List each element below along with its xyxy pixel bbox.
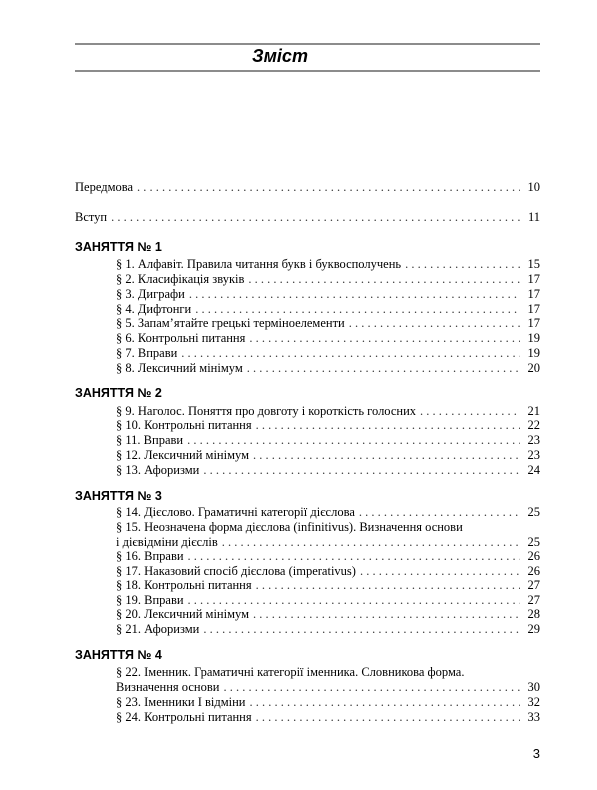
toc-entry-page: 19 <box>527 331 540 345</box>
toc-entry-page: 22 <box>527 418 540 432</box>
toc-leader-dots <box>248 272 520 286</box>
toc-entry-page: 21 <box>527 404 540 418</box>
toc-leader-dots <box>253 448 520 462</box>
lesson-heading: ЗАНЯТТЯ № 1 <box>75 240 162 254</box>
toc-entry-page: 17 <box>527 272 540 286</box>
toc-leader-dots <box>253 607 520 621</box>
toc-entry[interactable] <box>116 346 540 360</box>
toc-entry-page: 15 <box>527 257 540 271</box>
toc-leader-dots <box>256 710 520 724</box>
toc-entry[interactable] <box>116 463 540 477</box>
toc-entry-multiline[interactable] <box>116 665 540 694</box>
toc-entry-page: 27 <box>527 593 540 607</box>
toc-entry[interactable] <box>116 607 540 621</box>
toc-entry[interactable] <box>116 287 540 301</box>
toc-entry-text: § 1. Алфавіт. Правила читання букв і буквосполучень <box>116 257 402 271</box>
toc-entry[interactable] <box>116 549 540 563</box>
toc-entry-text: § 5. Запам’ятайте грецькі терміноелементи <box>116 316 345 330</box>
toc-entry-page: 10 <box>527 180 540 194</box>
toc-entry-text-continued: і дієвідміни дієслів <box>116 535 218 549</box>
toc-entry-text: § 7. Вправи <box>116 346 178 360</box>
toc-entry[interactable] <box>116 316 540 330</box>
toc-leader-dots <box>188 593 520 607</box>
toc-entry-text: § 14. Дієслово. Граматичні категорії дієслова <box>116 505 355 519</box>
toc-entry-page: 17 <box>527 287 540 301</box>
toc-entry[interactable] <box>116 433 540 447</box>
toc-entry[interactable] <box>116 578 540 592</box>
toc-entry[interactable] <box>116 257 540 271</box>
toc-entry-text: § 19. Вправи <box>116 593 184 607</box>
toc-leader-dots <box>250 695 521 709</box>
toc-entry-text-continued: Визначення основи <box>116 680 220 694</box>
toc-leader-dots <box>359 505 520 519</box>
toc-leader-dots <box>189 287 520 301</box>
toc-entry-text: § 18. Контрольні питання <box>116 578 252 592</box>
toc-entry-text: Вступ <box>75 210 108 224</box>
toc-entry-text: § 16. Вправи <box>116 549 184 563</box>
toc-entry[interactable] <box>116 710 540 724</box>
toc-entry-page: 11 <box>527 210 540 224</box>
toc-leader-dots <box>223 680 520 694</box>
toc-entry[interactable] <box>116 695 540 709</box>
toc-leader-dots <box>247 361 520 375</box>
toc-entry-text: § 11. Вправи <box>116 433 184 447</box>
toc-entry[interactable] <box>116 505 540 519</box>
toc-entry-page: 17 <box>527 316 540 330</box>
toc-entry-text: § 2. Класифікація звуків <box>116 272 245 286</box>
toc-entry-page: 33 <box>527 710 540 724</box>
toc-leader-dots <box>203 463 520 477</box>
toc-entry-page: 17 <box>527 302 540 316</box>
toc-entry[interactable] <box>116 331 540 345</box>
toc-entry-page: 19 <box>527 346 540 360</box>
toc-entry-text: § 13. Афоризми <box>116 463 200 477</box>
toc-entry-text: § 23. Іменники І відміни <box>116 695 246 709</box>
page-number: 3 <box>532 746 540 761</box>
lesson-heading: ЗАНЯТТЯ № 4 <box>75 648 162 662</box>
toc-entry[interactable] <box>116 418 540 432</box>
toc-leader-dots <box>181 346 520 360</box>
toc-leader-dots <box>187 433 520 447</box>
toc-entry-text: § 24. Контрольні питання <box>116 710 252 724</box>
toc-leader-dots <box>222 535 520 549</box>
toc-entry-text: § 3. Диграфи <box>116 287 185 301</box>
toc-entry-introduction[interactable] <box>75 210 540 224</box>
toc-entry[interactable] <box>116 593 540 607</box>
toc-leader-dots <box>256 578 520 592</box>
toc-entry-page: 23 <box>527 433 540 447</box>
toc-leader-dots <box>420 404 520 418</box>
toc-entry[interactable] <box>116 272 540 286</box>
toc-entry-page: 23 <box>527 448 540 462</box>
lesson-heading: ЗАНЯТТЯ № 2 <box>75 386 162 400</box>
toc-entry[interactable] <box>116 361 540 375</box>
toc-leader-dots <box>360 564 520 578</box>
toc-entry-text: § 10. Контрольні питання <box>116 418 252 432</box>
toc-entry-text: § 22. Іменник. Граматичні категорії іменника. Словникова форма. <box>116 665 465 679</box>
header-rule-bottom <box>75 70 540 72</box>
toc-entry-page: 32 <box>527 695 540 709</box>
toc-entry-page: 20 <box>527 361 540 375</box>
toc-entry[interactable] <box>116 564 540 578</box>
toc-leader-dots <box>405 257 520 271</box>
toc-entry-text: § 21. Афоризми <box>116 622 200 636</box>
toc-entry[interactable] <box>116 302 540 316</box>
toc-entry-text: § 6. Контрольні питання <box>116 331 246 345</box>
toc-leader-dots <box>188 549 520 563</box>
toc-entry-text: § 4. Дифтонги <box>116 302 192 316</box>
toc-entry-text: § 17. Наказовий спосіб дієслова (imperativus) <box>116 564 356 578</box>
toc-entry-page: 25 <box>527 505 540 519</box>
toc-leader-dots <box>249 331 520 345</box>
toc-leader-dots <box>203 622 520 636</box>
toc-leader-dots <box>349 316 520 330</box>
toc-leader-dots <box>137 180 520 194</box>
toc-entry-text: § 15. Неозначена форма дієслова (infinitivus). Визначення основи <box>116 520 463 534</box>
toc-entry-multiline[interactable] <box>116 520 540 549</box>
toc-leader-dots <box>195 302 520 316</box>
toc-entry-text: Передмова <box>75 180 134 194</box>
toc-entry-text: § 9. Наголос. Поняття про довготу і короткість голосних <box>116 404 417 418</box>
toc-entry-text: § 8. Лексичний мінімум <box>116 361 243 375</box>
toc-entry[interactable] <box>116 404 540 418</box>
toc-entry[interactable] <box>116 448 540 462</box>
toc-entry-page: 29 <box>527 622 540 636</box>
toc-entry-page: 25 <box>527 535 540 549</box>
toc-entry-page: 27 <box>527 578 540 592</box>
toc-entry-page: 26 <box>527 564 540 578</box>
toc-entry-text: § 12. Лексичний мінімум <box>116 448 249 462</box>
toc-entry-page: 28 <box>527 607 540 621</box>
toc-entry-text: § 20. Лексичний мінімум <box>116 607 249 621</box>
toc-entry[interactable] <box>116 622 540 636</box>
toc-leader-dots <box>111 210 520 224</box>
toc-leader-dots <box>256 418 520 432</box>
lesson-heading: ЗАНЯТТЯ № 3 <box>75 489 162 503</box>
toc-entry-preface[interactable] <box>75 180 540 194</box>
toc-entry-page: 26 <box>527 549 540 563</box>
toc-entry-page: 24 <box>527 463 540 477</box>
page-title: Зміст <box>252 46 308 66</box>
toc-entry-page: 30 <box>527 680 540 694</box>
